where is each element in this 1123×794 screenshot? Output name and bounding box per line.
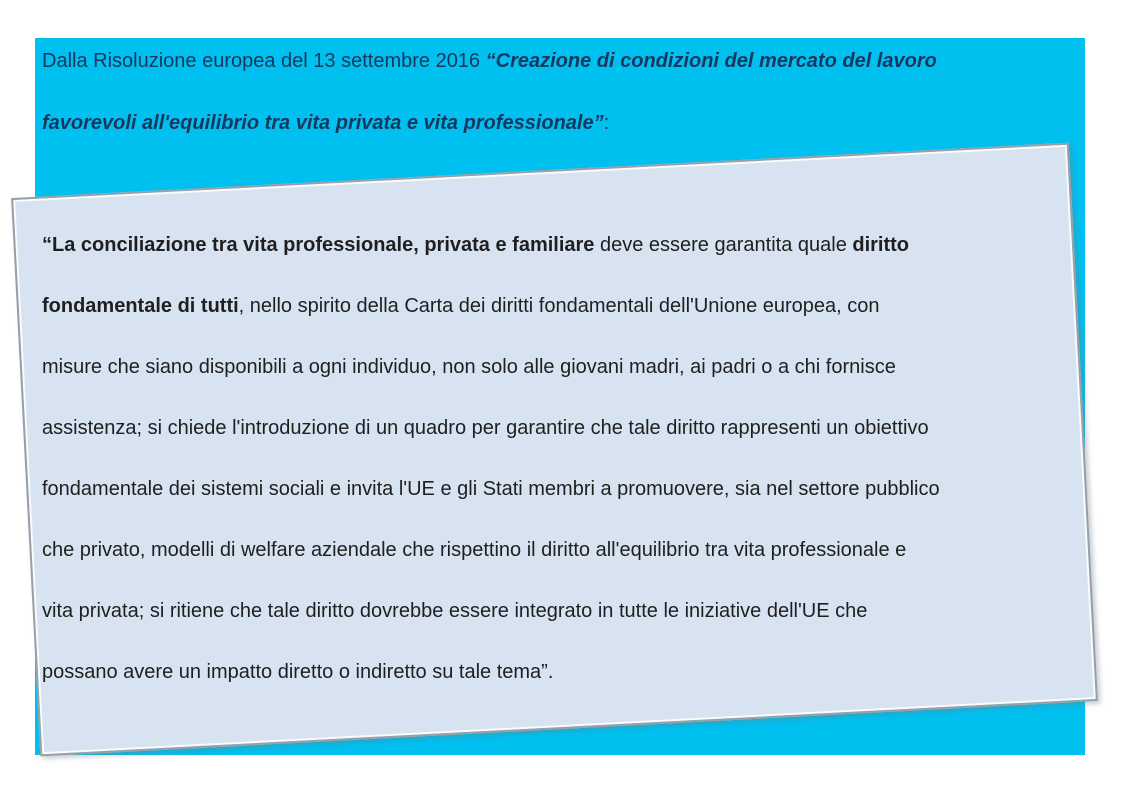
- text-line: [42, 520, 1102, 581]
- text-line: [42, 642, 1102, 703]
- text-segment: vita privata; si ritiene che tale diritto dovrebbe essere integrato in tutte le iniziative dell'UE che: [42, 600, 868, 622]
- text-segment: :: [603, 112, 610, 134]
- text-line: [42, 92, 1087, 154]
- text-segment: , nello spirito della Carta dei diritti fondamentali dell'Unione europea, con: [238, 295, 880, 317]
- text-segment: “La conciliazione tra vita professionale, privata e familiare: [42, 234, 595, 256]
- text-segment: fondamentale dei sistemi sociali e invita l'UE e gli Stati membri a promuovere, sia nel settore pubblico: [42, 478, 940, 500]
- text-line: [42, 276, 1102, 337]
- text-segment: assistenza; si chiede l'introduzione di un quadro per garantire che tale diritto rappresenti un obiettivo: [42, 417, 929, 439]
- text-line: [42, 30, 1087, 92]
- text-line: [42, 398, 1102, 459]
- text-line: [42, 581, 1102, 642]
- slide-header: [42, 30, 1087, 154]
- text-segment: misure che siano disponibili a ogni individuo, non solo alle giovani madri, ai padri o a chi fornisce: [42, 356, 896, 378]
- quote-text: [42, 215, 1102, 703]
- text-line: [42, 459, 1102, 520]
- text-segment: possano avere un impatto diretto o indiretto su tale tema”.: [42, 661, 554, 683]
- text-line: [42, 215, 1102, 276]
- text-segment: Dalla Risoluzione europea del 13 settembre 2016: [42, 50, 486, 72]
- text-segment: fondamentale di tutti: [42, 295, 239, 317]
- text-line: [42, 337, 1102, 398]
- text-segment: “Creazione di condizioni del mercato del lavoro: [485, 50, 937, 72]
- text-segment: deve essere garantita quale: [594, 234, 853, 256]
- text-segment: diritto: [852, 234, 910, 256]
- text-segment: favorevoli all'equilibrio tra vita privata e vita professionale”: [42, 112, 604, 134]
- text-segment: che privato, modelli di welfare aziendale che rispettino il diritto all'equilibrio tra vita professionale e: [42, 539, 907, 561]
